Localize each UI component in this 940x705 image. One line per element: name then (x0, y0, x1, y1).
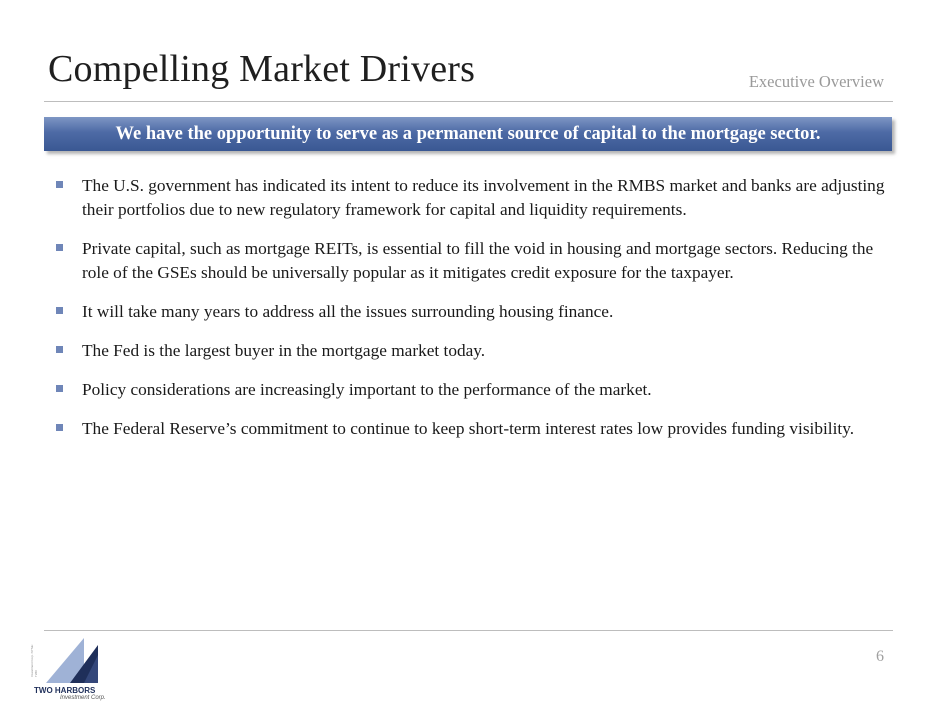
footer-divider (44, 630, 893, 631)
page-number: 6 (876, 648, 884, 665)
page-title: Compelling Market Drivers (48, 48, 476, 90)
bullet-item (56, 339, 896, 363)
section-label: Executive Overview (748, 72, 884, 91)
logo-name: TWO HARBORS (34, 686, 96, 695)
square-bullet-icon (56, 244, 63, 251)
company-logo (30, 633, 120, 703)
header-divider (44, 101, 893, 102)
bullet-list (56, 174, 896, 456)
bullet-text: The Fed is the largest buyer in the mortgage market today. (82, 341, 486, 360)
logo-tagline: Investment Corp. NYSE: TWO (30, 644, 38, 677)
square-bullet-icon (56, 346, 63, 353)
square-bullet-icon (56, 424, 63, 431)
sail-logo-icon (40, 635, 102, 685)
headline-banner: We have the opportunity to serve as a permanent source of capital to the mortgage sector. (44, 117, 892, 151)
bullet-text: Policy considerations are increasingly important to the performance of the market. (82, 380, 652, 399)
square-bullet-icon (56, 307, 63, 314)
bullet-item (56, 378, 896, 402)
square-bullet-icon (56, 385, 63, 392)
bullet-item (56, 237, 896, 285)
bullet-text: Private capital, such as mortgage REITs, is essential to fill the void in housing and mortgage sectors. Reducing the role of the GSEs should be universally popular as it mitigates credit exposure for the taxpayer. (82, 239, 874, 282)
logo-subtitle: Investment Corp. (60, 695, 106, 701)
bullet-item (56, 417, 896, 441)
bullet-text: The U.S. government has indicated its intent to reduce its involvement in the RMBS market and banks are adjusting their portfolios due to new regulatory framework for capital and liquidity requirements. (82, 176, 885, 219)
bullet-item (56, 174, 896, 222)
square-bullet-icon (56, 181, 63, 188)
bullet-item (56, 300, 896, 324)
bullet-text: The Federal Reserve’s commitment to continue to keep short-term interest rates low provides funding visibility. (82, 419, 855, 438)
bullet-text: It will take many years to address all the issues surrounding housing finance. (82, 302, 614, 321)
